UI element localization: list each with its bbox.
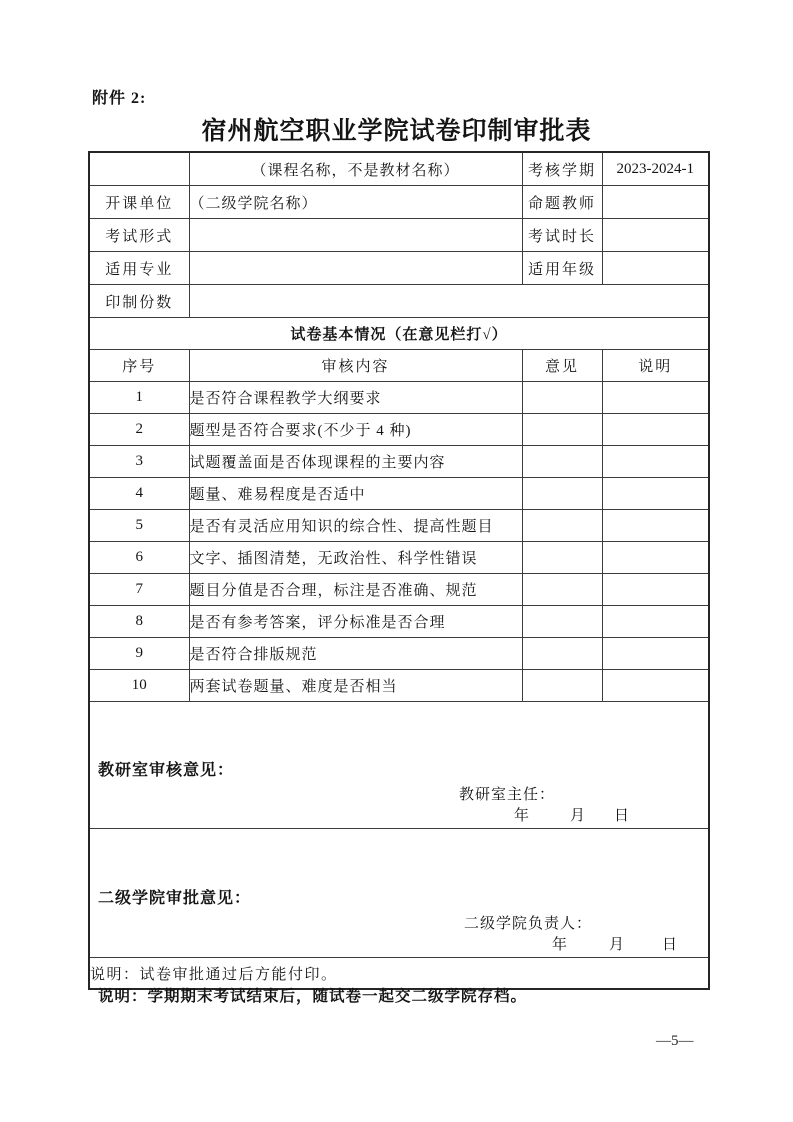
item-content-cell: 题型是否符合要求(不少于 4 种) xyxy=(189,414,522,446)
month-label: 月 xyxy=(609,937,625,953)
course-name-row xyxy=(89,152,709,186)
item-opinion-cell xyxy=(522,478,602,510)
item-content-cell: 题目分值是否合理，标注是否准确、规范 xyxy=(189,574,522,606)
office-approval-cell xyxy=(89,702,709,829)
course-name-hint-cell: （课程名称，不是教材名称） xyxy=(189,152,522,186)
item-number-cell: 1 xyxy=(89,382,189,414)
footer-note: 说明：学期期末考试结束后，随试卷一起交二级学院存档。 xyxy=(98,988,528,1005)
header-opinion-cell: 意见 xyxy=(522,350,602,382)
item-content-cell: 是否符合课程教学大纲要求 xyxy=(189,382,522,414)
semester-value-cell: 2023-2024-1 xyxy=(602,152,709,186)
major-label-cell: 适用专业 xyxy=(89,252,189,285)
item-number-cell: 3 xyxy=(89,446,189,478)
review-item-row xyxy=(89,510,709,542)
approval-form-table xyxy=(88,151,710,990)
item-note-cell xyxy=(602,414,709,446)
item-number-cell: 7 xyxy=(89,574,189,606)
item-note-cell xyxy=(602,510,709,542)
item-opinion-cell xyxy=(522,382,602,414)
review-header-row xyxy=(89,350,709,382)
item-opinion-cell xyxy=(522,446,602,478)
item-content-cell: 文字、插图清楚，无政治性、科学性错误 xyxy=(189,542,522,574)
item-note-cell xyxy=(602,478,709,510)
grade-label-cell: 适用年级 xyxy=(522,252,602,285)
item-note-cell xyxy=(602,638,709,670)
item-note-cell xyxy=(602,574,709,606)
office-approval-row xyxy=(89,702,709,829)
review-item-row xyxy=(89,382,709,414)
item-opinion-cell xyxy=(522,414,602,446)
duration-value-cell xyxy=(602,219,709,252)
copies-value-cell xyxy=(189,285,709,318)
college-approval-cell xyxy=(89,829,709,958)
header-content-cell: 审核内容 xyxy=(189,350,522,382)
info-row-copies xyxy=(89,285,709,318)
header-note-cell: 说明 xyxy=(602,350,709,382)
semester-label-cell: 考核学期 xyxy=(522,152,602,186)
year-label: 年 xyxy=(552,937,568,953)
item-number-cell: 4 xyxy=(89,478,189,510)
item-number-cell: 8 xyxy=(89,606,189,638)
item-note-cell xyxy=(602,670,709,702)
grade-value-cell xyxy=(602,252,709,285)
item-number-cell: 6 xyxy=(89,542,189,574)
item-content-cell: 是否符合排版规范 xyxy=(189,638,522,670)
teacher-value-cell xyxy=(602,186,709,219)
exam-form-value-cell xyxy=(189,219,522,252)
item-content-cell: 试题覆盖面是否体现课程的主要内容 xyxy=(189,446,522,478)
review-section-title: 试卷基本情况（在意见栏打√） xyxy=(89,318,709,350)
page-title: 宿州航空职业学院试卷印制审批表 xyxy=(201,118,592,145)
attachment-label: 附件 2: xyxy=(92,90,147,107)
item-opinion-cell xyxy=(522,638,602,670)
college-signer-label: 二级学院负责人： xyxy=(464,916,593,932)
info-row-department xyxy=(89,186,709,219)
info-row-major xyxy=(89,252,709,285)
review-item-row xyxy=(89,542,709,574)
review-item-row xyxy=(89,414,709,446)
office-date-line xyxy=(514,807,629,825)
table-note-cell: 说明：试卷审批通过后方能付印。 xyxy=(89,958,709,990)
duration-label-cell: 考试时长 xyxy=(522,219,602,252)
office-signer-label: 教研室主任： xyxy=(459,787,556,803)
item-number-cell: 9 xyxy=(89,638,189,670)
item-opinion-cell xyxy=(522,542,602,574)
item-number-cell: 5 xyxy=(89,510,189,542)
info-row-exam-form xyxy=(89,219,709,252)
item-number-cell: 2 xyxy=(89,414,189,446)
copies-label-cell: 印制份数 xyxy=(89,285,189,318)
item-note-cell xyxy=(602,446,709,478)
item-number-cell: 10 xyxy=(89,670,189,702)
major-value-cell xyxy=(189,252,522,285)
department-value-cell: （二级学院名称） xyxy=(189,186,522,219)
item-content-cell: 两套试卷题量、难度是否相当 xyxy=(189,670,522,702)
college-approval-row xyxy=(89,829,709,958)
review-item-row xyxy=(89,670,709,702)
review-item-row xyxy=(89,446,709,478)
exam-form-label-cell: 考试形式 xyxy=(89,219,189,252)
item-note-cell xyxy=(602,606,709,638)
day-label: 日 xyxy=(614,808,630,824)
review-item-row xyxy=(89,478,709,510)
item-content-cell: 题量、难易程度是否适中 xyxy=(189,478,522,510)
item-opinion-cell xyxy=(522,670,602,702)
item-note-cell xyxy=(602,542,709,574)
review-item-row xyxy=(89,606,709,638)
month-label: 月 xyxy=(570,808,586,824)
header-number-cell: 序号 xyxy=(89,350,189,382)
year-label: 年 xyxy=(514,808,530,824)
item-content-cell: 是否有灵活应用知识的综合性、提高性题目 xyxy=(189,510,522,542)
item-content-cell: 是否有参考答案，评分标准是否合理 xyxy=(189,606,522,638)
office-approval-title: 教研室审核意见： xyxy=(98,761,235,779)
review-item-row xyxy=(89,574,709,606)
teacher-label-cell: 命题教师 xyxy=(522,186,602,219)
college-approval-title: 二级学院审批意见： xyxy=(98,889,252,907)
day-label: 日 xyxy=(662,937,678,953)
review-section-title-row xyxy=(89,318,709,350)
page-number: —5— xyxy=(656,1033,694,1049)
item-note-cell xyxy=(602,382,709,414)
course-name-label-cell xyxy=(89,152,189,186)
department-label-cell: 开课单位 xyxy=(89,186,189,219)
item-opinion-cell xyxy=(522,574,602,606)
item-opinion-cell xyxy=(522,510,602,542)
item-opinion-cell xyxy=(522,606,602,638)
review-item-row xyxy=(89,638,709,670)
college-date-line xyxy=(552,936,677,954)
